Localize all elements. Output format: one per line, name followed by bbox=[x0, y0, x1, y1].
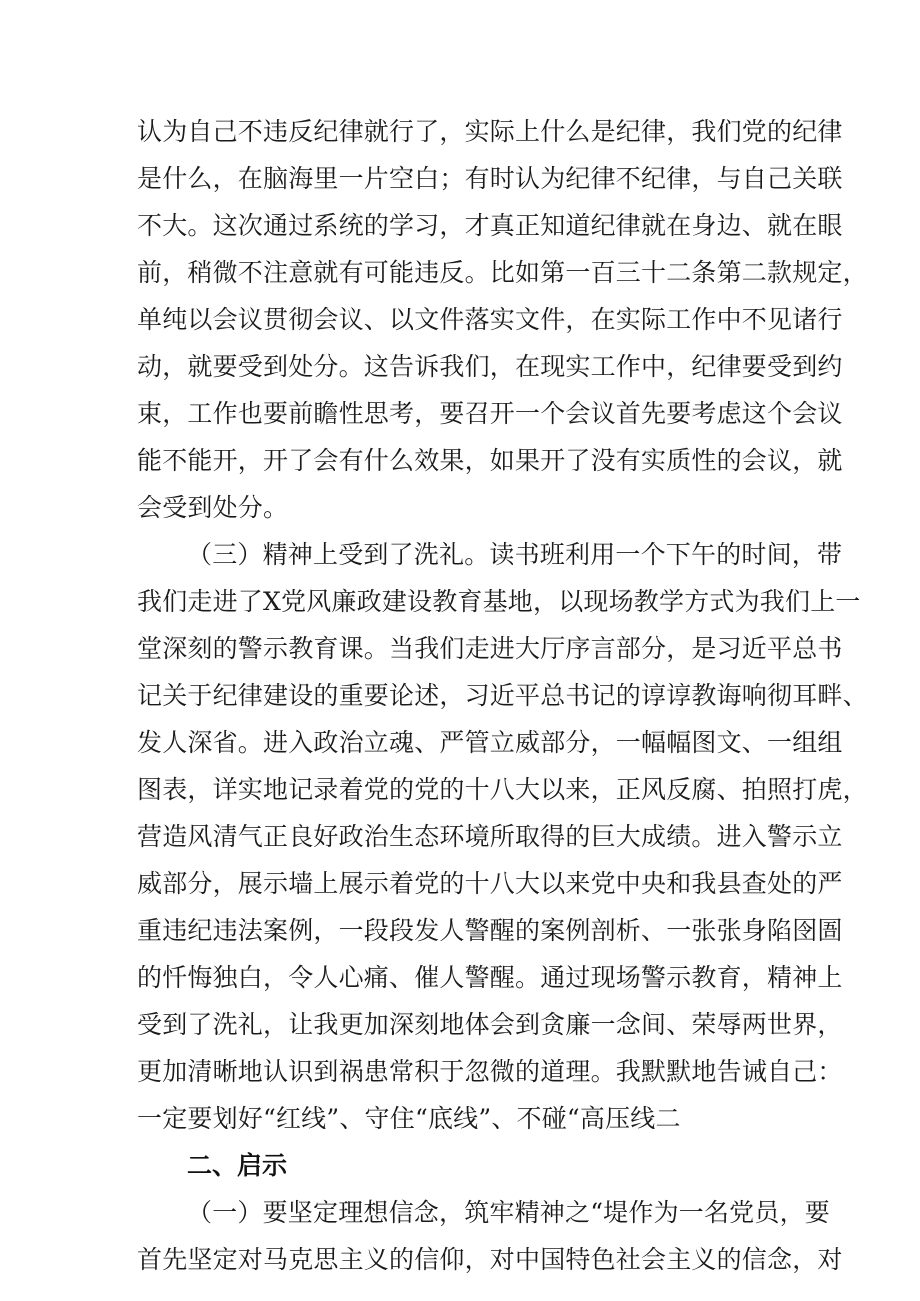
paragraph-2-line-4: 记关于纪律建设的重要论述，习近平总书记的谆谆教诲响彻耳畔、 bbox=[137, 681, 868, 710]
paragraph-1-line-9: 会受到处分。 bbox=[137, 493, 289, 522]
paragraph-2-line-3: 堂深刻的警示教育课。当我们走进大厅序言部分，是习近平总书 bbox=[137, 634, 843, 663]
paragraph-2-line-13: 一定要划好“红线”、守住“底线”、不碰“高压线二 bbox=[137, 1104, 681, 1133]
paragraph-2-line-11: 受到了洗礼，让我更加深刻地体会到贪廉一念间、荣辱两世界， bbox=[137, 1010, 843, 1039]
paragraph-2-line-1: （三）精神上受到了洗礼。读书班利用一个下午的时间，带 bbox=[187, 540, 843, 569]
paragraph-2-line-7: 营造风清气正良好政治生态环境所取得的巨大成绩。进入警示立 bbox=[137, 822, 843, 851]
paragraph-2-line-10: 的忏悔独白，令人心痛、催人警醒。通过现场警示教育，精神上 bbox=[137, 963, 843, 992]
paragraph-2-line-8: 威部分，展示墙上展示着党的十八大以来党中央和我县查处的严 bbox=[137, 869, 843, 898]
paragraph-2-line-5: 发人深省。进入政治立魂、严管立威部分，一幅幅图文、一组组 bbox=[137, 728, 843, 757]
paragraph-1-line-3: 不大。这次通过系统的学习，才真正知道纪律就在身边、就在眼 bbox=[137, 211, 843, 240]
paragraph-1-line-2: 是什么，在脑海里一片空白；有时认为纪律不纪律，与自己关联 bbox=[137, 164, 843, 193]
paragraph-1-line-6: 动，就要受到处分。这告诉我们，在现实工作中，纪律要受到约 bbox=[137, 352, 843, 381]
paragraph-1-line-7: 束，工作也要前瞻性思考，要召开一个会议首先要考虑这个会议 bbox=[137, 399, 843, 428]
paragraph-2-line-2: 我们走进了X党风廉政建设教育基地，以现场教学方式为我们上一 bbox=[137, 587, 861, 616]
paragraph-2-line-12: 更加清晰地认识到祸患常积于忽微的道理。我默默地告诫自己： bbox=[137, 1057, 843, 1086]
paragraph-3-line-1: （一）要坚定理想信念，筑牢精神之“堤作为一名党员，要 bbox=[187, 1198, 830, 1227]
section-heading: 二、启示 bbox=[187, 1151, 288, 1180]
paragraph-1-line-5: 单纯以会议贯彻会议、以文件落实文件，在实际工作中不见诸行 bbox=[137, 305, 843, 334]
paragraph-1-line-8: 能不能开，开了会有什么效果，如果开了没有实质性的会议，就 bbox=[137, 446, 843, 475]
paragraph-1-line-4: 前，稍微不注意就有可能违反。比如第一百三十二条第二款规定， bbox=[137, 258, 868, 287]
paragraph-3-line-2: 首先坚定对马克思主义的信仰，对中国特色社会主义的信念，对 bbox=[137, 1245, 843, 1274]
paragraph-2-line-9: 重违纪违法案例，一段段发人警醒的案例剖析、一张张身陷囹圄 bbox=[137, 916, 843, 945]
paragraph-1-line-1: 认为自己不违反纪律就行了，实际上什么是纪律，我们党的纪律 bbox=[137, 117, 843, 146]
paragraph-2-line-6: 图表，详实地记录着党的党的十八大以来，正风反腐、拍照打虎， bbox=[137, 775, 868, 804]
